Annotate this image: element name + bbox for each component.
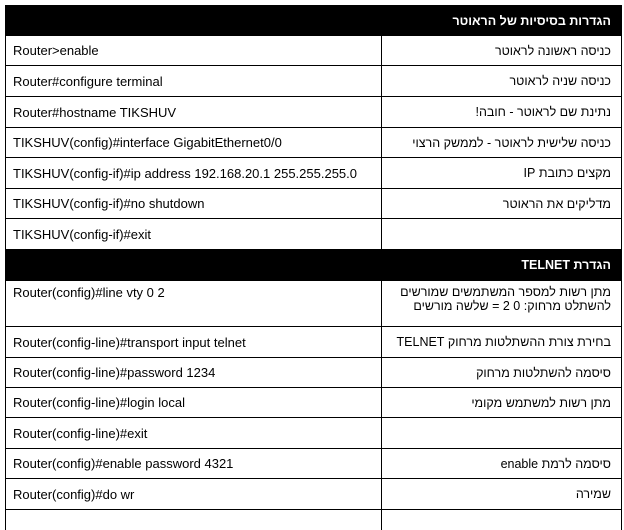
table-row bbox=[5, 388, 622, 418]
description-cell: כניסה שניה לראוטר bbox=[509, 74, 611, 88]
description-cell: בחירת צורת ההשתלטות מרחוק TELNET bbox=[396, 335, 611, 349]
description-cell bbox=[382, 219, 621, 249]
description-cell: סיסמה להשתלטות מרחוק bbox=[476, 365, 611, 380]
table-row bbox=[5, 479, 622, 510]
table-row bbox=[5, 510, 622, 530]
command-cell: Router(config-line)#password 1234 bbox=[6, 358, 382, 387]
section-header-basic bbox=[5, 5, 622, 36]
table-row bbox=[5, 97, 622, 128]
table-row bbox=[5, 219, 622, 250]
command-cell: TIKSHUV(config-if)#ip address 192.168.20.1 255.255.255.0 bbox=[6, 158, 382, 188]
description-cell: מתן רשות למשתמש מקומי bbox=[471, 395, 611, 410]
command-cell: Router(config)#line vty 0 2 bbox=[6, 281, 382, 326]
description-cell: מדליקים את הראוטר bbox=[502, 196, 611, 211]
description-cell bbox=[382, 418, 621, 448]
description-cell: שמירה bbox=[575, 487, 611, 501]
description-cell bbox=[382, 510, 621, 530]
command-cell bbox=[6, 510, 382, 530]
description-cell: סיסמה לרמת enable bbox=[500, 456, 611, 471]
command-cell: TIKSHUV(config-if)#exit bbox=[6, 219, 382, 249]
command-cell: Router>enable bbox=[6, 36, 382, 65]
description-cell: כניסה ראשונה לראוטר bbox=[494, 43, 611, 58]
table-row bbox=[5, 128, 622, 158]
command-cell: Router(config-line)#exit bbox=[6, 418, 382, 448]
command-cell: Router(config)#enable password 4321 bbox=[6, 449, 382, 478]
section-title: הגדרת TELNET bbox=[521, 258, 611, 272]
description-cell: נתינת שם לראוטר - חובה! bbox=[475, 105, 611, 119]
table-row bbox=[5, 358, 622, 388]
table-row bbox=[5, 327, 622, 358]
router-config-table bbox=[5, 5, 622, 530]
description-cell bbox=[382, 281, 621, 326]
description-cell: כניסה שלישית לראוטר - לממשק הרצוי bbox=[412, 135, 611, 150]
table-row bbox=[5, 158, 622, 189]
table-row bbox=[5, 449, 622, 479]
table-row bbox=[5, 418, 622, 449]
table-row bbox=[5, 66, 622, 97]
table-row bbox=[5, 36, 622, 66]
table-row bbox=[5, 189, 622, 219]
command-cell: Router(config-line)#transport input telnet bbox=[6, 327, 382, 357]
section-header-telnet bbox=[5, 250, 622, 281]
description-cell: מקצים כתובת IP bbox=[523, 166, 611, 180]
command-cell: Router(config-line)#login local bbox=[6, 388, 382, 417]
description-line: מתן רשות למספר המשתמשים שמורשים bbox=[400, 285, 611, 299]
description-line: להשתלט מרחוק: 0 2 = שלשה מורשים bbox=[413, 299, 611, 313]
command-cell: TIKSHUV(config-if)#no shutdown bbox=[6, 189, 382, 218]
command-cell: Router#hostname TIKSHUV bbox=[6, 97, 382, 127]
section-title: הגדרות בסיסיות של הראוטר bbox=[452, 13, 611, 28]
command-cell: TIKSHUV(config)#interface GigabitEthernet0/0 bbox=[6, 128, 382, 157]
command-cell: Router(config)#do wr bbox=[6, 479, 382, 509]
command-cell: Router#configure terminal bbox=[6, 66, 382, 96]
table-row bbox=[5, 281, 622, 327]
